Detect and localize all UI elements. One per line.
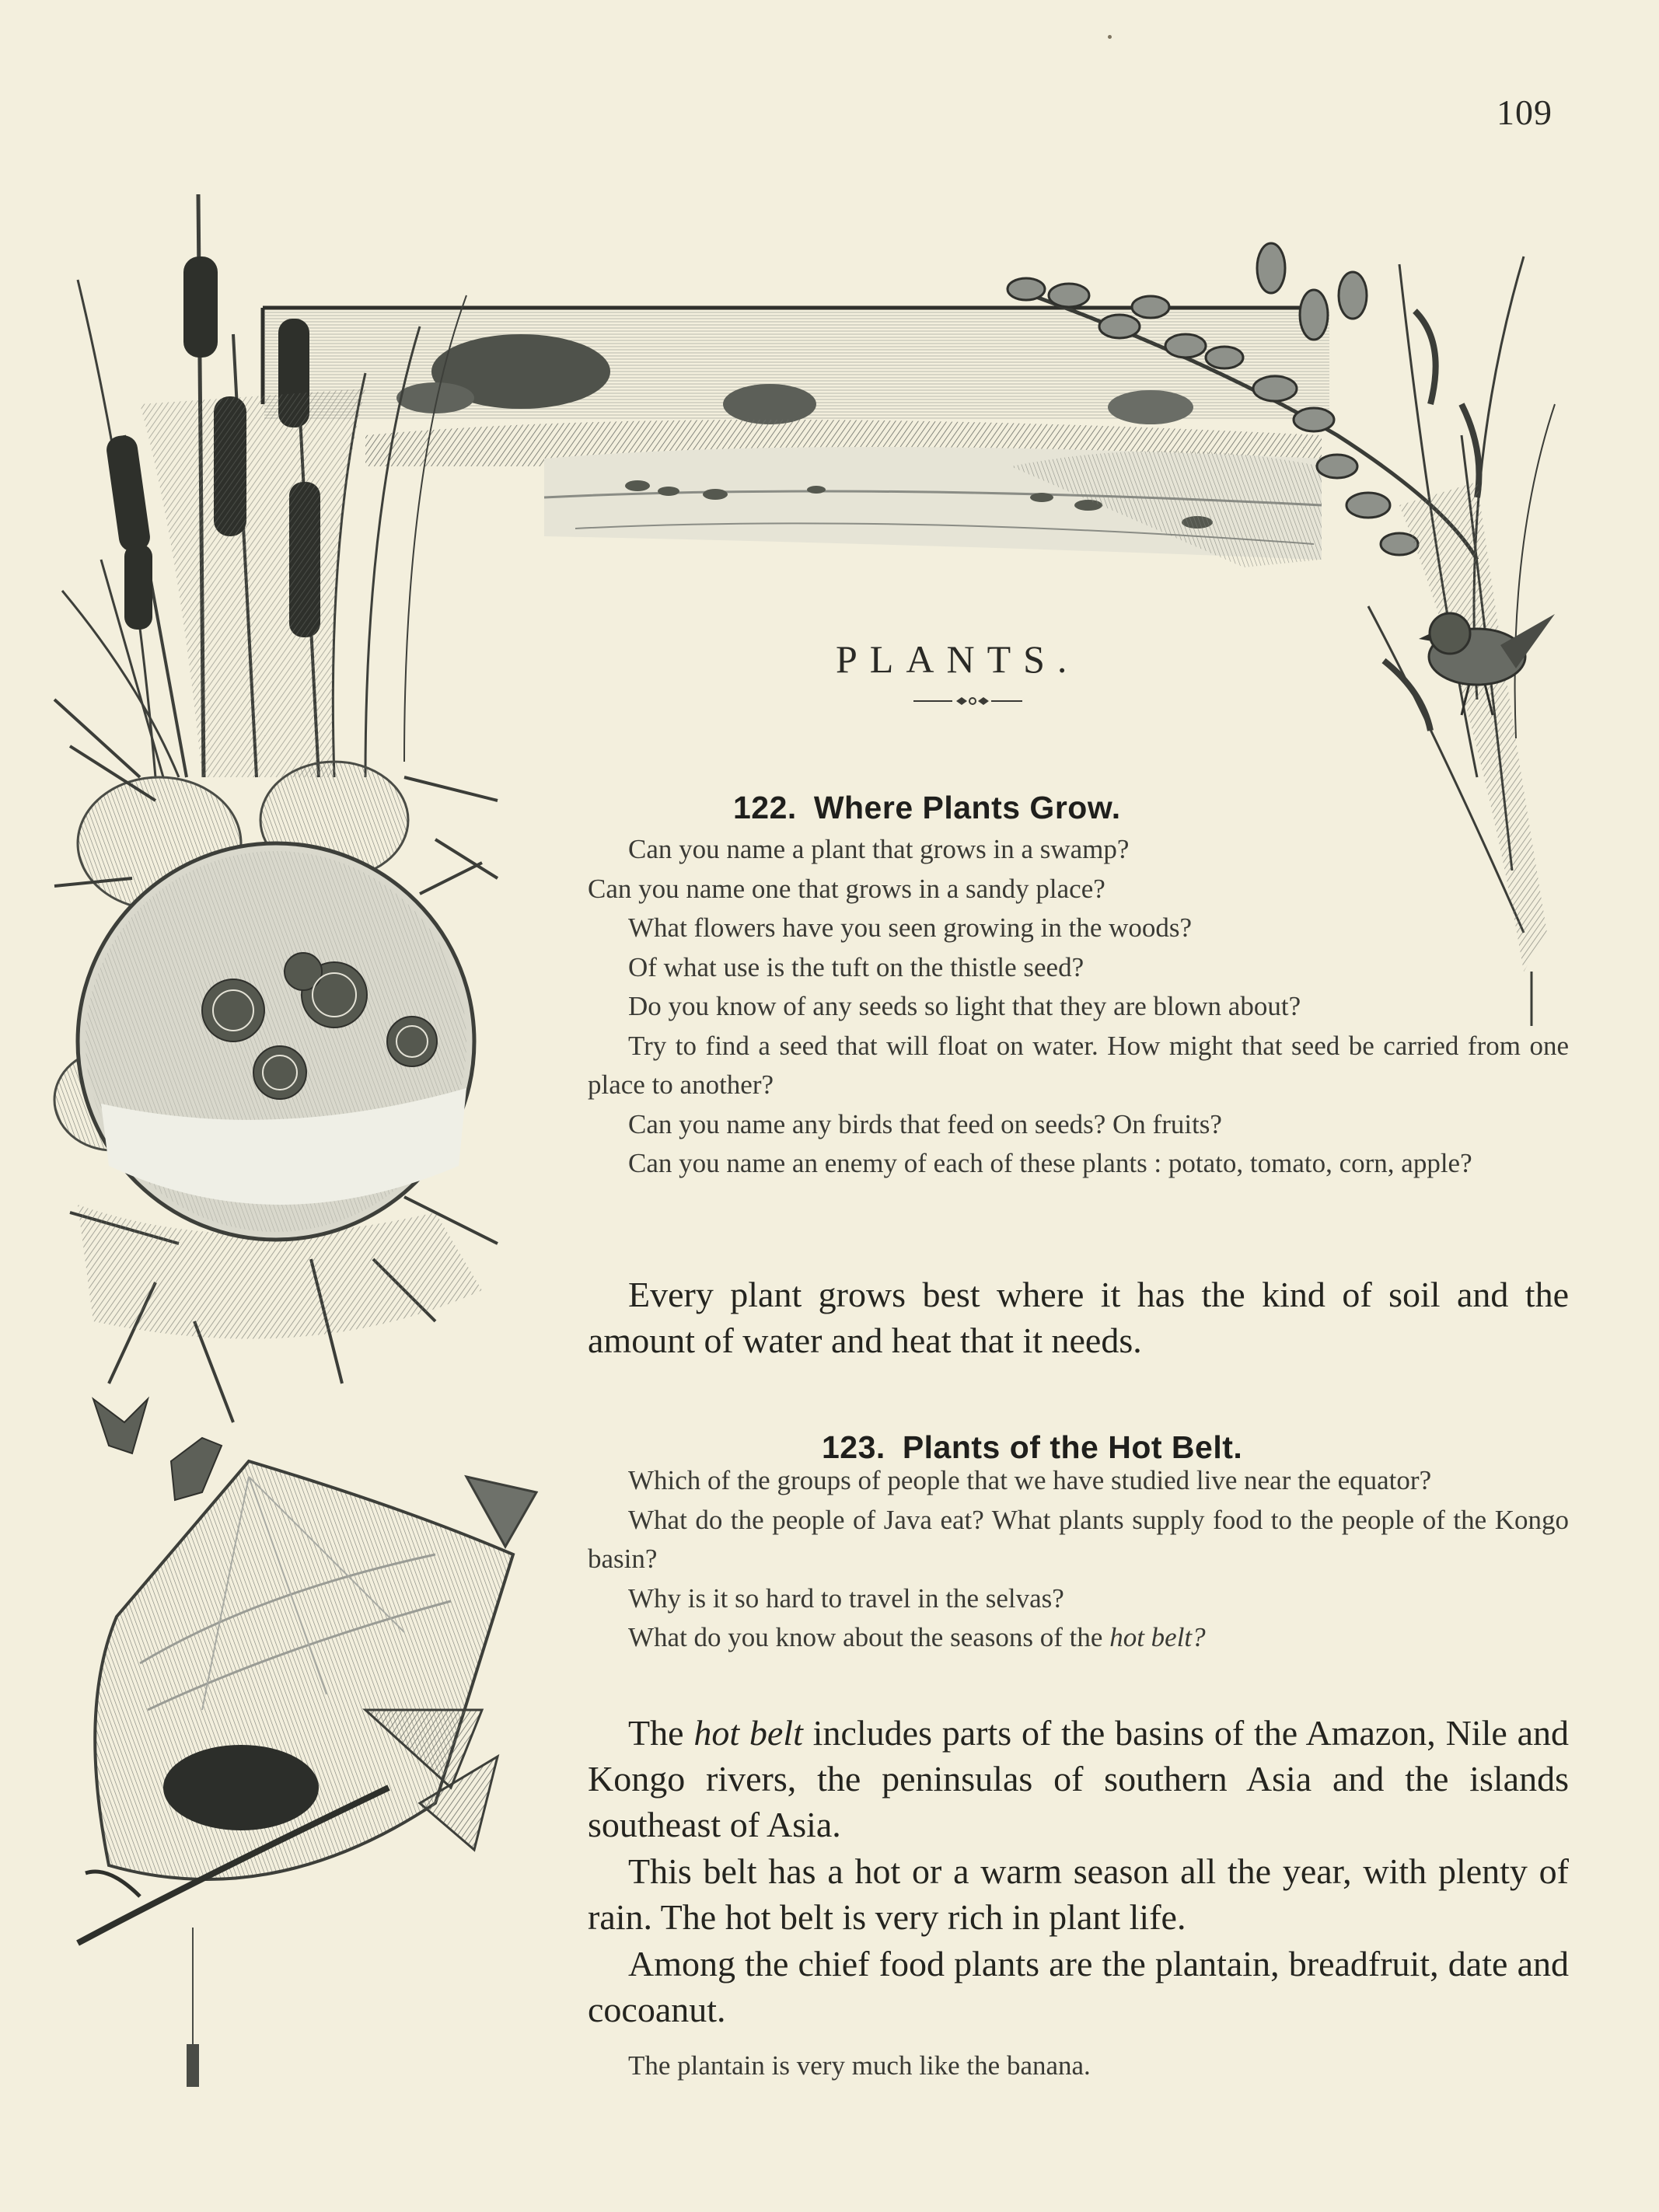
page-title: PLANTS. <box>836 637 1080 681</box>
footnote: The plantain is very much like the banana. <box>628 2050 1091 2081</box>
question <box>588 1618 1569 1658</box>
question: Do you know of any seeds so light that they are blown about? <box>628 991 1301 1021</box>
question: Which of the groups of people that we have studied live near the equator? <box>628 1465 1432 1495</box>
section-title: Plants of the Hot Belt. <box>902 1429 1243 1466</box>
study-questions-123 <box>588 1461 1569 1658</box>
paragraph: This belt has a hot or a warm season all the year, with plenty of rain. The hot belt is very rich in plant life. <box>588 1851 1569 1937</box>
question-text: What do you know about the seasons of the <box>628 1622 1110 1652</box>
question: Try to find a seed that will float on water. How might that seed be carried from one place to another? <box>588 1030 1569 1100</box>
section-title: Where Plants Grow. <box>813 790 1121 826</box>
page-number: 109 <box>1497 92 1552 132</box>
thistle-vignette-circle <box>78 843 474 1240</box>
question: Can you name any birds that feed on seeds? On fruits? <box>628 1108 1222 1139</box>
question: What flowers have you seen growing in the woods? <box>628 912 1193 943</box>
question: Can you name an enemy of each of these plants : potato, tomato, corn, apple? <box>628 1148 1472 1178</box>
emphasis: hot belt? <box>1109 1622 1206 1652</box>
section-number: 122. <box>733 790 797 826</box>
section-heading-123 <box>822 1429 1242 1466</box>
section-number: 123. <box>822 1429 885 1466</box>
paragraph: Among the chief food plants are the plantain, breadfruit, date and cocoanut. <box>588 1944 1569 2029</box>
caterpillar-nest <box>78 1461 536 2087</box>
study-questions-122 <box>588 830 1569 1184</box>
lesson-text-123 <box>588 1710 1569 2033</box>
text-span: includes parts of the basins of the Amazon, Nile and Kongo rivers, the peninsulas of southern Asia and the islands southeast of Asia. <box>588 1713 1569 1844</box>
emphasis: hot belt <box>693 1713 803 1753</box>
question: Can you name a plant that grows in a swamp? <box>628 834 1130 864</box>
question: Can you name one that grows in a sandy place? <box>588 873 1105 904</box>
question: What do the people of Java eat? What plants supply food to the people of the Kongo basin? <box>588 1504 1569 1574</box>
lesson-text-122 <box>588 1272 1569 1363</box>
title-ornament <box>913 693 1022 709</box>
question: Why is it so hard to travel in the selvas? <box>628 1582 1064 1614</box>
paragraph <box>588 1710 1569 1847</box>
paragraph: Every plant grows best where it has the kind of soil and the amount of water and heat that it needs. <box>588 1275 1569 1360</box>
section-heading-122 <box>733 790 1121 826</box>
question: Of what use is the tuft on the thistle seed? <box>628 951 1084 982</box>
text-span: The <box>628 1713 694 1753</box>
butterflies <box>93 1399 222 1500</box>
